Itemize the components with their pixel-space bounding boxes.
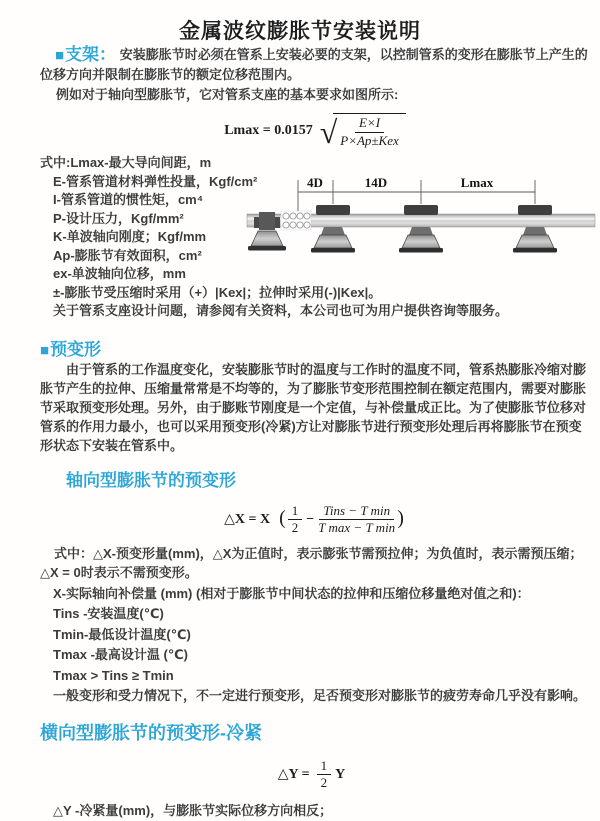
blue-square-icon: ■: [40, 341, 50, 359]
radical-sign: √: [319, 114, 338, 151]
page-title: 金属波纹膨胀节安装说明: [179, 20, 421, 43]
axial-definitions: [40, 584, 590, 707]
support-paragraph-text: 安装膨胀节时必须在管系上安装必要的支架，以控制管系的变形在膨胀节上产生的位移方向并限制在膨胀节的额定位移范围内。: [40, 47, 588, 82]
radical-expression: [319, 113, 406, 151]
fraction-denominator: P×Ap±Kex: [340, 132, 399, 148]
predeform-paragraph: 由于管系的工作温度变化，安装膨胀节时的温度与工作时的温度不同，管系热膨胀冷缩对膨胀节产生的拉伸、压缩量常常是不均等的，为了膨胀节变形范围控制在额定范围内，需要对膨胀节采取预变形处理。另外，由于膨账节刚度是一个定值，与补偿量成正比。为了使膨胀节位移对管系的作用力最小，也可以采用预变形(冷紧)方让对膨胀节进行预变形处理后再将膨胀节在预变形状态下安装在管系中。: [40, 361, 587, 453]
guide-support: [399, 205, 443, 253]
dimension-label-14d: 14D: [364, 175, 388, 191]
radical-body: [333, 113, 406, 148]
temperature-fraction: [318, 504, 395, 536]
dimension-label-lmax: Lmax: [460, 175, 494, 191]
formula-rhs: Y: [335, 766, 346, 782]
half-fraction: [317, 759, 332, 791]
fraction: [340, 116, 399, 148]
definition-line: 一般变形和受力情况下，不一定进行预变形，足否预变形对膨胀节的疲劳寿命几乎没有影响。: [53, 688, 587, 704]
minus-operator: −: [306, 511, 315, 527]
bellows: [281, 211, 311, 230]
definition-line: ex-单波轴向位移，mm: [53, 266, 186, 282]
definition-line: 关于管系支座设计问题，请参阅有关资料，本公司也可为用户提供咨询等服务。: [53, 303, 509, 319]
formula-lhs: △X = X: [224, 512, 271, 528]
lateral-subheading: 横向型膨胀节的预变形-冷紧: [40, 722, 262, 743]
definitions-block: [40, 154, 590, 321]
support-example-text: 例如对于轴向型膨胀节，它对管系支座的基本要求如图所示:: [56, 87, 399, 102]
formula-lhs: Lmax = 0.0157: [224, 122, 313, 138]
open-paren: (: [279, 507, 286, 530]
fraction-numerator: 1: [317, 759, 332, 776]
axial-formula-note: 式中：△X-预变形量(mm)，△X为正值时，表示膨张节需预拉伸；为负值时，表示需预压缩；△X = 0时表示不需预变形。: [40, 545, 583, 580]
formula-lhs: △Y =: [277, 767, 310, 783]
fraction-denominator: 2: [320, 775, 328, 791]
definition-line: E-管系管道材料弹性投量，Kgf/cm²: [53, 173, 258, 189]
definition-line: K-单波轴向刚度；Kgf/mm: [53, 229, 207, 245]
lateral-formula: [40, 759, 590, 791]
definition-line: Ap-膨胀节有效面积，cm²: [53, 247, 202, 263]
fraction-denominator: 2: [291, 520, 299, 536]
lateral-definition-line: △Y -冷紧量(mm)，与膨胀节实际位移方向相反；: [53, 802, 333, 818]
fraction-denominator: T max − T min: [318, 520, 396, 536]
fraction-numerator: Tins − T min: [319, 504, 394, 521]
guide-support: [513, 205, 557, 253]
lmax-formula: [40, 113, 590, 151]
section-heading-predeform: 预变形: [50, 339, 102, 359]
definition-line: 式中:Lmax-最大导向间距，m: [40, 155, 212, 171]
guide-support: [311, 205, 355, 253]
definition-line: Tmax -最高设计温 (℃): [53, 647, 188, 663]
definition-line: Tins -安装温度(℃): [53, 606, 164, 622]
pipe-support-diagram: [245, 174, 600, 276]
fraction-numerator: 1: [288, 504, 303, 521]
document-content: [0, 45, 600, 821]
dimension-label-4d: 4D: [307, 175, 323, 191]
axial-formula: [40, 504, 590, 536]
close-paren: ): [397, 507, 404, 530]
blue-square-icon: ■: [55, 47, 65, 64]
definition-line: I-管系管道的惯性矩，cm⁴: [53, 192, 204, 208]
section-heading-support: 支架：: [65, 45, 117, 64]
definition-line: X-实际轴向补偿量 (mm) (相对于膨胀节中间状态的拉伸和压缩位移量绝对值之和)：: [53, 585, 530, 601]
predeform-heading-row: [40, 335, 590, 360]
definition-line: Tmin-最低设计温度(℃): [53, 626, 191, 642]
fraction-numerator: E×I: [355, 116, 384, 133]
axial-subheading: 轴向型膨胀节的预变形: [66, 470, 236, 490]
support-paragraph: [40, 45, 590, 85]
half-fraction: [288, 504, 303, 536]
definition-line: Tmax > Tins ≥ Tmin: [53, 667, 174, 683]
definition-line: ±-膨胀节受压缩时采用（+）|Kex|；拉伸时采用(-)|Kex|。: [53, 284, 382, 300]
definition-line: P-设计压力，Kgf/mm²: [53, 210, 184, 226]
